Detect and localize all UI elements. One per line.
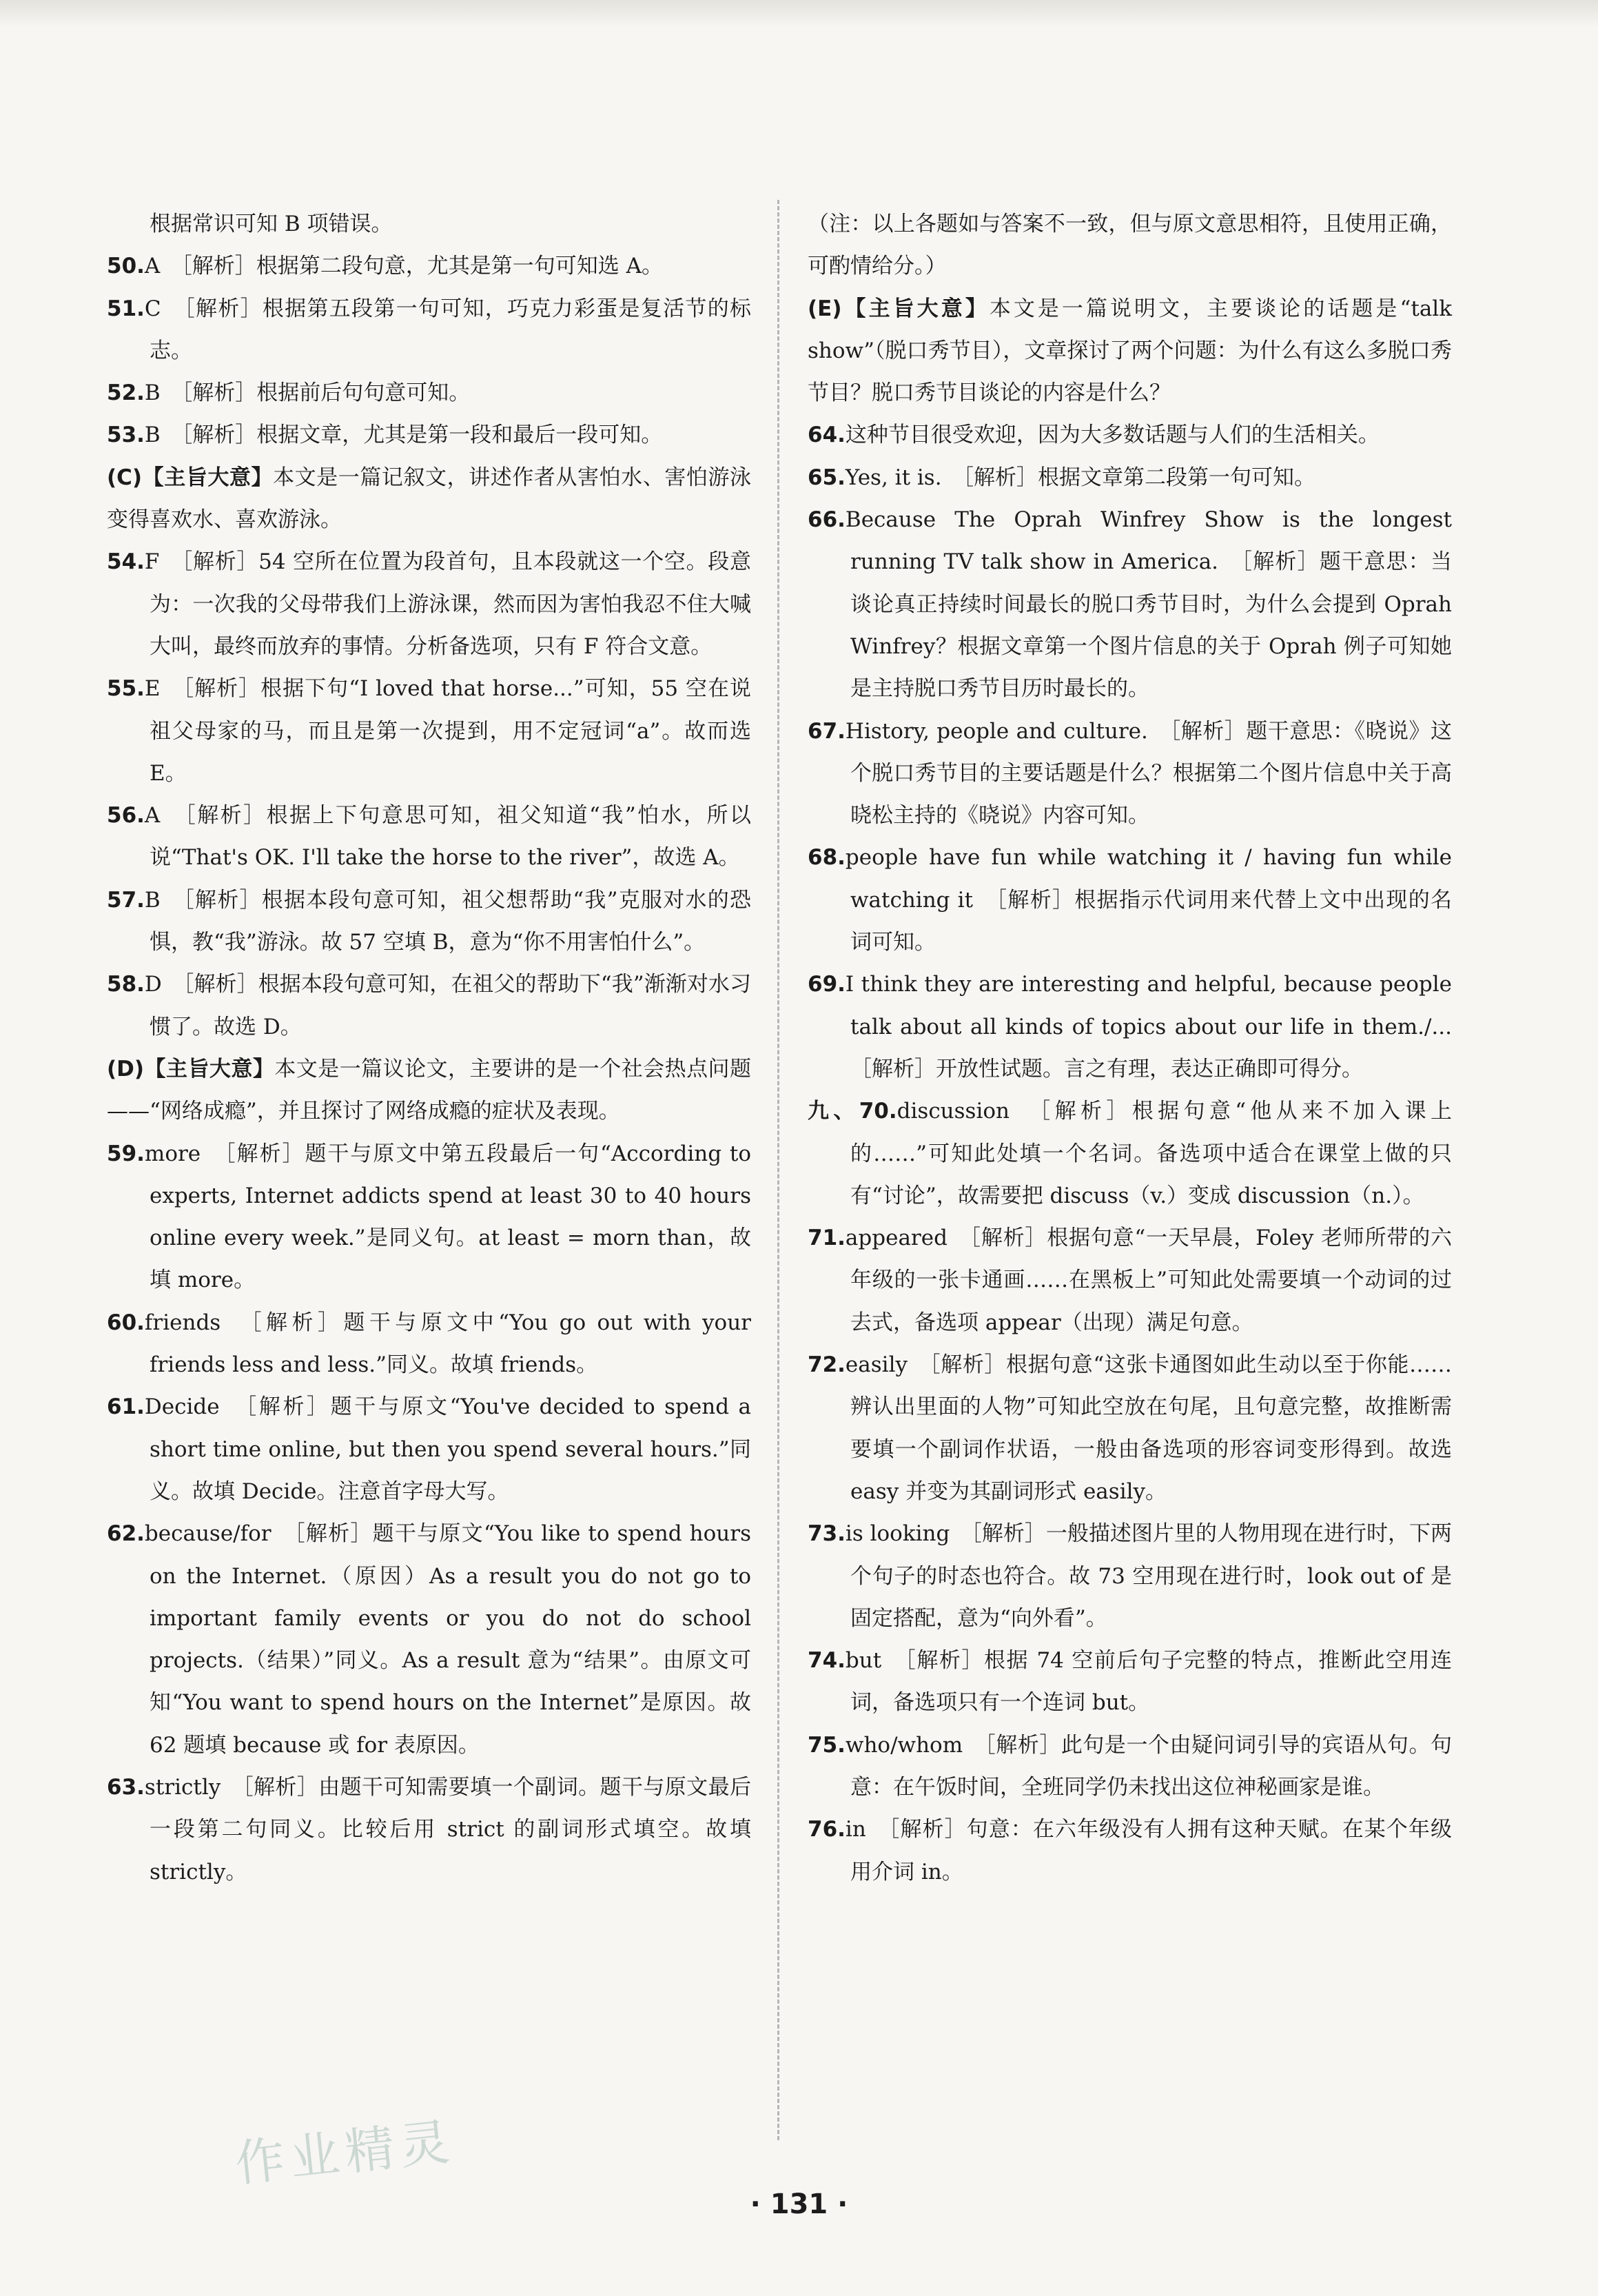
answer-item	[808, 1513, 1452, 1640]
question-number: 71.	[808, 1226, 846, 1251]
question-number: 54.	[107, 549, 145, 575]
question-number: 72.	[808, 1352, 846, 1378]
question-number: 76.	[808, 1817, 846, 1842]
answer-item	[107, 288, 751, 373]
question-number: 68.	[808, 845, 846, 871]
top-edge-shadow	[0, 0, 1598, 28]
question-number: 67.	[808, 718, 846, 744]
answer-item	[107, 1386, 751, 1513]
answer-text: discussion ［解析］根据句意“他从来不加入课上的……”可知此处填一个名词。备选项中适合在课堂上做的只有“讨论”，故需要把 discuss（v.）变成 discussion（n.）。	[850, 1099, 1452, 1208]
left-column	[107, 203, 751, 1893]
question-number: 75.	[808, 1732, 846, 1758]
answer-text: History, people and culture. ［解析］题干意思：《晓说》这个脱口秀节目的主要话题是什么？根据第二个图片信息中关于高晓松主持的《晓说》内容可知。	[845, 718, 1452, 829]
question-number: 56.	[107, 803, 145, 829]
answer-text: B ［解析］根据前后句句意可知。	[144, 380, 471, 406]
answer-item	[808, 288, 1452, 415]
answer-text: 本文是一篇说明文，主要谈论的话题是“talk show”（脱口秀节目），文章探讨了两个问题：为什么有这么多脱口秀节目？脱口秀节目谈论的内容是什么？	[808, 296, 1452, 406]
answer-item	[808, 1725, 1452, 1809]
answer-text: A ［解析］根据第二段句意，尤其是第一句可知选 A。	[144, 254, 664, 279]
answer-text: B ［解析］根据文章，尤其是第一段和最后一段可知。	[144, 423, 663, 448]
section-tag: (C)【主旨大意】	[107, 465, 274, 490]
answer-item	[808, 1217, 1452, 1344]
answer-text: E ［解析］根据下句“I loved that horse...”可知，55 空在说祖父母家的马，而且是第一次提到，用不定冠词“a”。故而选 E。	[144, 676, 751, 786]
question-number: 74.	[808, 1648, 846, 1674]
answer-item	[107, 880, 751, 964]
answer-text: because/for ［解析］题干与原文“You like to spend hours on the Internet.（原因）As a result you do not go to important family events or you do not do school projects.（结果）”同义。As a result 意为“结果”。由原文可知“You want to spend hours on the Internet”是原因。故 62 题填 because 或 for 表原因。	[144, 1521, 751, 1758]
answer-item	[107, 203, 751, 245]
question-number: 50.	[107, 254, 145, 279]
question-number: 55.	[107, 676, 145, 702]
section-tag: (E)【主旨大意】	[808, 296, 990, 321]
answer-item	[107, 414, 751, 456]
answer-item	[107, 1767, 751, 1893]
question-number: 69.	[808, 972, 846, 997]
answer-text: people have fun while watching it / having fun while watching it ［解析］根据指示代词用来代替上文中出现的名词可知。	[845, 845, 1452, 955]
question-number: 65.	[808, 465, 846, 490]
answer-item	[808, 1809, 1452, 1893]
answer-text: but ［解析］根据 74 空前后句子完整的特点，推断此空用连词，备选项只有一个连词 but。	[845, 1648, 1452, 1716]
answer-item	[107, 1513, 751, 1767]
answer-text: F ［解析］54 空所在位置为段首句，且本段就这一个空。段意为：一次我的父母带我们上游泳课，然而因为害怕我忍不住大喊大叫，最终而放弃的事情。分析备选项，只有 F 符合文意。	[144, 549, 751, 659]
answer-text: D ［解析］根据本段句意可知，在祖父的帮助下“我”渐渐对水习惯了。故选 D。	[144, 972, 751, 1039]
answer-text: more ［解析］题干与原文中第五段最后一句“According to experts, Internet addicts spend at least 30 to 40 hours online every week.”是同义句。at least = morn than，故填 more。	[144, 1141, 751, 1293]
question-number: 58.	[107, 972, 145, 997]
question-number: 59.	[107, 1141, 145, 1166]
question-number: 九、70.	[808, 1099, 897, 1124]
question-number: 62.	[107, 1521, 145, 1547]
answer-item	[808, 414, 1452, 456]
question-number: 66.	[808, 507, 846, 533]
answer-text: in ［解析］句意：在六年级没有人拥有这种天赋。在某个年级用介词 in。	[845, 1817, 1452, 1884]
answer-text: friends ［解析］题干与原文中“You go out with your friends less and less.”同义。故填 friends。	[144, 1310, 751, 1378]
question-number: 52.	[107, 380, 145, 406]
answer-item	[808, 203, 1452, 288]
question-number: 64.	[808, 423, 846, 448]
question-number: 60.	[107, 1310, 145, 1335]
question-number: 53.	[107, 423, 145, 448]
watermark: 作业精灵	[232, 2112, 458, 2193]
answer-text: A ［解析］根据上下句意思可知，祖父知道“我”怕水，所以说“That's OK. I'll take the horse to the river”，故选 A。	[144, 803, 751, 871]
answer-text: B ［解析］根据本段句意可知，祖父想帮助“我”克服对水的恐惧，教“我”游泳。故 57 空填 B，意为“你不用害怕什么”。	[144, 887, 751, 955]
answer-text: strictly ［解析］由题干可知需要填一个副词。题干与原文最后一段第二句同义。比较后用 strict 的副词形式填空。故填 strictly。	[144, 1774, 751, 1884]
page-number: · 131 ·	[750, 2188, 848, 2220]
answer-item	[107, 964, 751, 1048]
answer-item	[107, 1133, 751, 1302]
question-number: 51.	[107, 296, 145, 321]
answer-text: I think they are interesting and helpful, because people talk about all kinds of topics about our life in them./...［解析］开放性试题。言之有理，表达正确即可得分。	[845, 972, 1452, 1081]
answer-item	[107, 668, 751, 795]
answer-item	[808, 711, 1452, 837]
answer-text: appeared ［解析］根据句意“一天早晨，Foley 老师所带的六年级的一张卡通画……在黑板上”可知此处需要填一个动词的过去式，备选项 appear（出现）满足句意。	[845, 1226, 1452, 1335]
answer-text: who/whom ［解析］此句是一个由疑问词引导的宾语从句。句意：在午饭时间，全班同学仍未找出这位神秘画家是谁。	[845, 1732, 1452, 1800]
question-number: 63.	[107, 1774, 145, 1800]
answer-text: easily ［解析］根据句意“这张卡通图如此生动以至于你能……辨认出里面的人物”可知此空放在句尾，且句意完整，故推断需要填一个副词作状语，一般由备选项的形容词变形得到。故选 easy 并变为其副词形式 easily。	[845, 1352, 1452, 1504]
answer-text: is looking ［解析］一般描述图片里的人物用现在进行时，下两个句子的时态也符合。故 73 空用现在进行时，look out of 是固定搭配，意为“向外看”。	[845, 1521, 1452, 1631]
section-tag: (D)【主旨大意】	[107, 1056, 275, 1081]
answer-item	[107, 541, 751, 668]
answer-item	[107, 1302, 751, 1387]
column-divider	[777, 200, 779, 2140]
answer-text: C ［解析］根据第五段第一句可知，巧克力彩蛋是复活节的标志。	[144, 296, 751, 363]
answer-text: 本文是一篇议论文，主要讲的是一个社会热点问题——“网络成瘾”，并且探讨了网络成瘾的症状及表现。	[107, 1056, 752, 1124]
answer-item	[107, 1048, 751, 1133]
answer-item	[107, 457, 751, 542]
answer-text: Yes, it is. ［解析］根据文章第二段第一句可知。	[845, 465, 1316, 490]
answer-item	[808, 964, 1452, 1090]
answer-item	[808, 1090, 1452, 1217]
answer-text: 根据常识可知 B 项错误。	[150, 212, 393, 236]
answer-text: Because The Oprah Winfrey Show is the longest running TV talk show in America. ［解析］题干意思：当谈论真正持续时间最长的脱口秀节目时，为什么会提到 Oprah Winfrey？根据文章第一个图片信息的关于 Oprah 例子可知她是主持脱口秀节目历时最长的。	[845, 507, 1452, 702]
answer-item	[107, 245, 751, 287]
answer-item	[808, 499, 1452, 710]
right-column	[808, 203, 1452, 1893]
answer-text: 这种节目很受欢迎，因为大多数话题与人们的生活相关。	[845, 423, 1380, 448]
answer-text: Decide ［解析］题干与原文“You've decided to spend a short time online, but then you spend several hours.”同义。故填 Decide。注意首字母大写。	[144, 1394, 751, 1504]
question-number: 73.	[808, 1521, 846, 1547]
answer-text: 本文是一篇记叙文，讲述作者从害怕水、害怕游泳变得喜欢水、喜欢游泳。	[107, 465, 751, 533]
answer-item	[107, 795, 751, 880]
answer-item	[808, 837, 1452, 964]
answer-text: （注：以上各题如与答案不一致，但与原文意思相符，且使用正确，可酌情给分。）	[808, 212, 1452, 279]
question-number: 61.	[107, 1394, 145, 1420]
question-number: 57.	[107, 887, 145, 913]
answer-item	[808, 457, 1452, 499]
answer-item	[808, 1640, 1452, 1725]
answer-item	[107, 372, 751, 414]
answer-item	[808, 1344, 1452, 1513]
